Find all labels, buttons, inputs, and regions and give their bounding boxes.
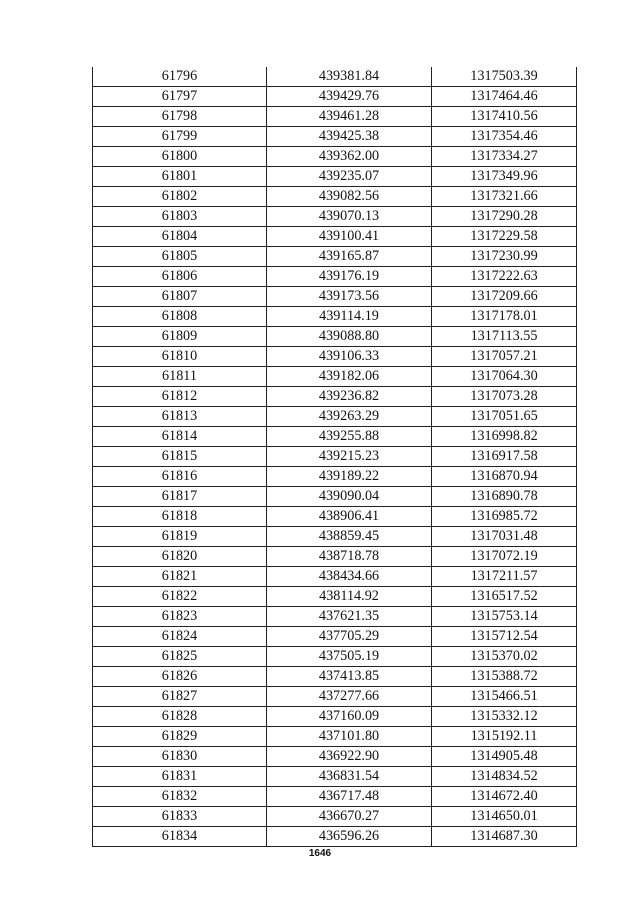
point-id-cell: 61819: [93, 527, 267, 547]
table-row: [93, 387, 577, 407]
point-id-cell: 61833: [93, 807, 267, 827]
x-coordinate-cell: 439189.22: [267, 467, 432, 487]
y-coordinate-cell: 1316985.72: [432, 507, 577, 527]
table-row: [93, 807, 577, 827]
y-coordinate-cell: 1317057.21: [432, 347, 577, 367]
page-number: 1646: [308, 848, 332, 859]
y-coordinate-cell: 1317051.65: [432, 407, 577, 427]
point-id-cell: 61812: [93, 387, 267, 407]
x-coordinate-cell: 437705.29: [267, 627, 432, 647]
y-coordinate-cell: 1317229.58: [432, 227, 577, 247]
point-id-cell: 61830: [93, 747, 267, 767]
table-row: [93, 327, 577, 347]
point-id-cell: 61809: [93, 327, 267, 347]
table-row: [93, 507, 577, 527]
point-id-cell: 61828: [93, 707, 267, 727]
y-coordinate-cell: 1317072.19: [432, 547, 577, 567]
point-id-cell: 61820: [93, 547, 267, 567]
y-coordinate-cell: 1317073.28: [432, 387, 577, 407]
y-coordinate-cell: 1315192.11: [432, 727, 577, 747]
y-coordinate-cell: 1317178.01: [432, 307, 577, 327]
x-coordinate-cell: 436670.27: [267, 807, 432, 827]
table-row: [93, 287, 577, 307]
point-id-cell: 61802: [93, 187, 267, 207]
table-row: [93, 67, 577, 87]
point-id-cell: 61806: [93, 267, 267, 287]
point-id-cell: 61798: [93, 107, 267, 127]
x-coordinate-cell: 439100.41: [267, 227, 432, 247]
table-row: [93, 127, 577, 147]
x-coordinate-cell: 439429.76: [267, 87, 432, 107]
y-coordinate-cell: 1315753.14: [432, 607, 577, 627]
x-coordinate-cell: 436717.48: [267, 787, 432, 807]
x-coordinate-cell: 437101.80: [267, 727, 432, 747]
x-coordinate-cell: 438434.66: [267, 567, 432, 587]
y-coordinate-cell: 1317222.63: [432, 267, 577, 287]
y-coordinate-cell: 1314687.30: [432, 827, 577, 847]
y-coordinate-cell: 1317321.66: [432, 187, 577, 207]
x-coordinate-cell: 439165.87: [267, 247, 432, 267]
point-id-cell: 61823: [93, 607, 267, 627]
point-id-cell: 61831: [93, 767, 267, 787]
x-coordinate-cell: 439461.28: [267, 107, 432, 127]
x-coordinate-cell: 439114.19: [267, 307, 432, 327]
x-coordinate-cell: 439182.06: [267, 367, 432, 387]
y-coordinate-cell: 1317113.55: [432, 327, 577, 347]
y-coordinate-cell: 1317230.99: [432, 247, 577, 267]
y-coordinate-cell: 1314834.52: [432, 767, 577, 787]
y-coordinate-cell: 1316890.78: [432, 487, 577, 507]
point-id-cell: 61816: [93, 467, 267, 487]
point-id-cell: 61815: [93, 447, 267, 467]
x-coordinate-cell: 439215.23: [267, 447, 432, 467]
y-coordinate-cell: 1317464.46: [432, 87, 577, 107]
point-id-cell: 61832: [93, 787, 267, 807]
x-coordinate-cell: 438114.92: [267, 587, 432, 607]
table-row: [93, 447, 577, 467]
table-row: [93, 767, 577, 787]
coordinate-table-body: [93, 67, 577, 847]
x-coordinate-cell: 437621.35: [267, 607, 432, 627]
table-row: [93, 207, 577, 227]
point-id-cell: 61807: [93, 287, 267, 307]
table-row: [93, 687, 577, 707]
x-coordinate-cell: 439176.19: [267, 267, 432, 287]
point-id-cell: 61805: [93, 247, 267, 267]
y-coordinate-cell: 1314650.01: [432, 807, 577, 827]
y-coordinate-cell: 1317290.28: [432, 207, 577, 227]
x-coordinate-cell: 439235.07: [267, 167, 432, 187]
table-row: [93, 547, 577, 567]
point-id-cell: 61824: [93, 627, 267, 647]
point-id-cell: 61822: [93, 587, 267, 607]
table-row: [93, 627, 577, 647]
x-coordinate-cell: 436831.54: [267, 767, 432, 787]
y-coordinate-cell: 1316917.58: [432, 447, 577, 467]
table-row: [93, 707, 577, 727]
point-id-cell: 61797: [93, 87, 267, 107]
x-coordinate-cell: 439173.56: [267, 287, 432, 307]
table-row: [93, 667, 577, 687]
x-coordinate-cell: 439090.04: [267, 487, 432, 507]
table-row: [93, 267, 577, 287]
y-coordinate-cell: 1317349.96: [432, 167, 577, 187]
x-coordinate-cell: 439381.84: [267, 67, 432, 87]
y-coordinate-cell: 1317503.39: [432, 67, 577, 87]
x-coordinate-cell: 439106.33: [267, 347, 432, 367]
point-id-cell: 61803: [93, 207, 267, 227]
y-coordinate-cell: 1316517.52: [432, 587, 577, 607]
y-coordinate-cell: 1315388.72: [432, 667, 577, 687]
table-row: [93, 727, 577, 747]
table-row: [93, 187, 577, 207]
y-coordinate-cell: 1317354.46: [432, 127, 577, 147]
point-id-cell: 61796: [93, 67, 267, 87]
x-coordinate-cell: 437505.19: [267, 647, 432, 667]
point-id-cell: 61834: [93, 827, 267, 847]
y-coordinate-cell: 1317410.56: [432, 107, 577, 127]
table-row: [93, 827, 577, 847]
coordinate-table-container: [92, 67, 576, 847]
table-row: [93, 487, 577, 507]
x-coordinate-cell: 437413.85: [267, 667, 432, 687]
x-coordinate-cell: 439082.56: [267, 187, 432, 207]
table-row: [93, 607, 577, 627]
table-row: [93, 407, 577, 427]
point-id-cell: 61817: [93, 487, 267, 507]
table-row: [93, 567, 577, 587]
x-coordinate-cell: 439425.38: [267, 127, 432, 147]
table-row: [93, 247, 577, 267]
y-coordinate-cell: 1316998.82: [432, 427, 577, 447]
table-row: [93, 307, 577, 327]
x-coordinate-cell: 437160.09: [267, 707, 432, 727]
y-coordinate-cell: 1317064.30: [432, 367, 577, 387]
table-row: [93, 647, 577, 667]
y-coordinate-cell: 1317031.48: [432, 527, 577, 547]
table-row: [93, 367, 577, 387]
y-coordinate-cell: 1314905.48: [432, 747, 577, 767]
point-id-cell: 61811: [93, 367, 267, 387]
table-row: [93, 87, 577, 107]
table-row: [93, 147, 577, 167]
y-coordinate-cell: 1315466.51: [432, 687, 577, 707]
point-id-cell: 61827: [93, 687, 267, 707]
x-coordinate-cell: 438906.41: [267, 507, 432, 527]
y-coordinate-cell: 1317211.57: [432, 567, 577, 587]
x-coordinate-cell: 436922.90: [267, 747, 432, 767]
y-coordinate-cell: 1317334.27: [432, 147, 577, 167]
x-coordinate-cell: 439070.13: [267, 207, 432, 227]
table-row: [93, 747, 577, 767]
table-row: [93, 787, 577, 807]
y-coordinate-cell: 1314672.40: [432, 787, 577, 807]
table-row: [93, 427, 577, 447]
x-coordinate-cell: 437277.66: [267, 687, 432, 707]
point-id-cell: 61799: [93, 127, 267, 147]
point-id-cell: 61801: [93, 167, 267, 187]
y-coordinate-cell: 1317209.66: [432, 287, 577, 307]
x-coordinate-cell: 438718.78: [267, 547, 432, 567]
point-id-cell: 61826: [93, 667, 267, 687]
table-row: [93, 107, 577, 127]
x-coordinate-cell: 439236.82: [267, 387, 432, 407]
x-coordinate-cell: 439255.88: [267, 427, 432, 447]
point-id-cell: 61818: [93, 507, 267, 527]
y-coordinate-cell: 1315712.54: [432, 627, 577, 647]
x-coordinate-cell: 439263.29: [267, 407, 432, 427]
point-id-cell: 61825: [93, 647, 267, 667]
point-id-cell: 61810: [93, 347, 267, 367]
point-id-cell: 61829: [93, 727, 267, 747]
coordinate-table: [92, 67, 577, 847]
table-row: [93, 467, 577, 487]
table-row: [93, 527, 577, 547]
table-row: [93, 347, 577, 367]
table-row: [93, 227, 577, 247]
y-coordinate-cell: 1316870.94: [432, 467, 577, 487]
x-coordinate-cell: 436596.26: [267, 827, 432, 847]
table-row: [93, 167, 577, 187]
point-id-cell: 61808: [93, 307, 267, 327]
point-id-cell: 61821: [93, 567, 267, 587]
point-id-cell: 61813: [93, 407, 267, 427]
y-coordinate-cell: 1315332.12: [432, 707, 577, 727]
point-id-cell: 61804: [93, 227, 267, 247]
x-coordinate-cell: 439362.00: [267, 147, 432, 167]
y-coordinate-cell: 1315370.02: [432, 647, 577, 667]
point-id-cell: 61800: [93, 147, 267, 167]
x-coordinate-cell: 438859.45: [267, 527, 432, 547]
table-row: [93, 587, 577, 607]
x-coordinate-cell: 439088.80: [267, 327, 432, 347]
point-id-cell: 61814: [93, 427, 267, 447]
